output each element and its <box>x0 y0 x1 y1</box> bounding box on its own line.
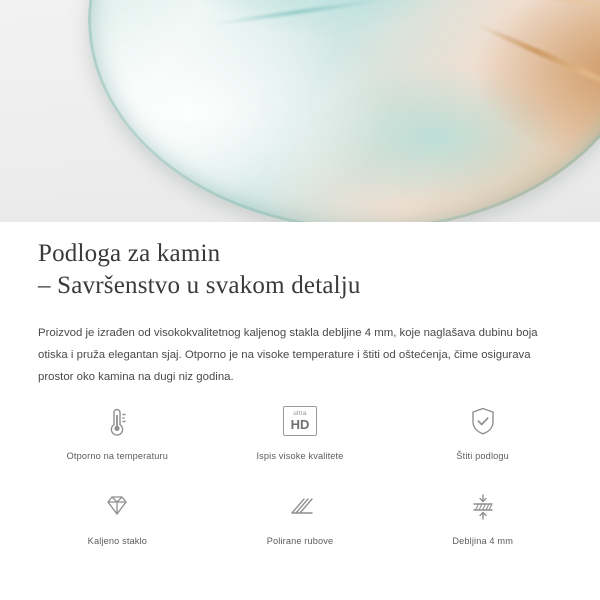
feature-label: Kaljeno staklo <box>87 536 147 546</box>
feature-label: Otporno na temperaturu <box>66 451 168 461</box>
text-content <box>0 222 600 400</box>
ultra-hd-icon <box>277 398 323 444</box>
feature-item <box>209 398 392 461</box>
hero-image <box>0 0 600 222</box>
shield-check-icon <box>460 398 506 444</box>
thickness-icon <box>460 483 506 529</box>
headline-line-2: – Savršenstvo u svakom detalju <box>38 272 361 299</box>
feature-item <box>26 398 209 461</box>
feature-label: Štiti podlogu <box>456 451 509 461</box>
ultra-hd-badge-top: ultra <box>293 411 307 417</box>
feature-item <box>209 483 392 546</box>
diamond-icon <box>94 483 140 529</box>
feature-item <box>26 483 209 546</box>
feature-item <box>391 398 574 461</box>
thermometer-icon <box>94 398 140 444</box>
description-paragraph: Proizvod je izrađen od visokokvalitetnog kaljenog stakla debljine 4 mm, koje naglašava dubinu boja otiska i pruža elegantan sjaj. Otporno je na visoke temperature i štiti od oštećenja, čime osigurava prostor oko kamina na dugi niz godina. <box>38 327 538 384</box>
feature-item <box>391 483 574 546</box>
polished-edges-icon <box>277 483 323 529</box>
ultra-hd-badge-main: HD <box>290 417 310 432</box>
headline-line-1: Podloga za kamin <box>38 240 221 267</box>
page-title <box>38 238 562 302</box>
feature-label: Debljina 4 mm <box>452 536 513 546</box>
feature-grid <box>0 398 600 546</box>
feature-label: Polirane rubove <box>266 536 334 546</box>
feature-label: Ispis visoke kvalitete <box>256 451 344 461</box>
